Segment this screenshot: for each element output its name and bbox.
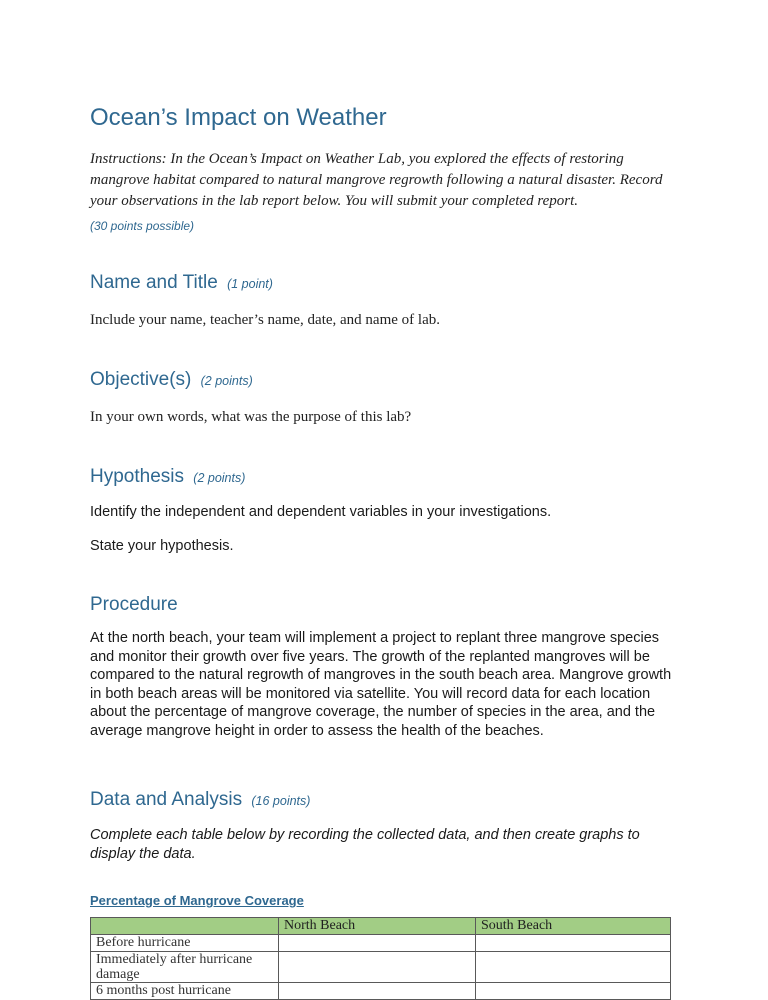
row-label-before-hurricane: Before hurricane (91, 935, 279, 952)
row-label-immediately-after: Immediately after hurricane damage (91, 952, 279, 983)
section-heading-data-and-analysis (90, 788, 672, 813)
section-heading-objectives (90, 368, 672, 393)
hypothesis-statement-text: State your hypothesis. (90, 537, 234, 554)
data-cell-before-south[interactable] (476, 935, 671, 952)
table-row (91, 983, 671, 1000)
data-cell-after-south[interactable] (476, 952, 671, 983)
mangrove-coverage-table (90, 917, 671, 1000)
section-heading-name-and-title (90, 271, 672, 296)
table-caption: Percentage of Mangrove Coverage (90, 893, 304, 908)
table-row (91, 935, 671, 952)
table-row (91, 952, 671, 983)
data-cell-before-north[interactable] (279, 935, 476, 952)
hypothesis-variables-text: Identify the independent and dependent variables in your investigations. (90, 504, 552, 520)
table-header-row (91, 918, 671, 935)
section-heading-text: Objective(s) (90, 369, 192, 390)
name-title-body-text: Include your name, teacher’s name, date, and name of lab. (90, 312, 440, 328)
data-cell-6months-north[interactable] (279, 983, 476, 1000)
section-heading-text: Hypothesis (90, 466, 184, 487)
data-cell-after-north[interactable] (279, 952, 476, 983)
section-points-label: (2 points) (200, 374, 253, 388)
section-heading-text: Data and Analysis (90, 789, 243, 810)
objectives-body-text: In your own words, what was the purpose of this lab? (90, 409, 412, 425)
table-header-south-beach: South Beach (476, 918, 671, 935)
data-cell-6months-south[interactable] (476, 983, 671, 1000)
page-title: Ocean’s Impact on Weather (90, 104, 387, 131)
points-possible-label: (30 points possible) (90, 219, 195, 233)
section-heading-text: Name and Title (90, 272, 218, 293)
instructions-text: Instructions: In the Ocean’s Impact on Weather Lab, you explored the effects of restoring mangrove habitat compared to natural mangrove regrowth following a natural disaster. Record your observations in the lab report below. You will submit your completed report. (90, 151, 663, 209)
table-header-blank-cell (91, 918, 279, 935)
data-analysis-body-text: Complete each table below by recording the collected data, and then create graphs to display the data. (90, 827, 640, 862)
table-header-north-beach: North Beach (279, 918, 476, 935)
section-points-label: (2 points) (193, 471, 246, 485)
section-heading-hypothesis (90, 465, 672, 490)
section-points-label: (1 point) (227, 277, 273, 291)
section-heading-procedure (90, 593, 672, 616)
procedure-body-text: At the north beach, your team will implement a project to replant three mangrove species and monitor their growth over five years. The growth of the replanted mangroves will be compared to the natural regrowth of mangroves in the south beach area. Mangrove growth in both beach areas will be monitored via satellite. You will record data for each location about the percentage of mangrove coverage, the number of species in the area, and the average mangrove height in order to assess the health of the beaches. (90, 630, 672, 739)
row-label-6-months-post: 6 months post hurricane (91, 983, 279, 1000)
section-heading-text: Procedure (90, 594, 178, 615)
section-points-label: (16 points) (251, 794, 311, 808)
